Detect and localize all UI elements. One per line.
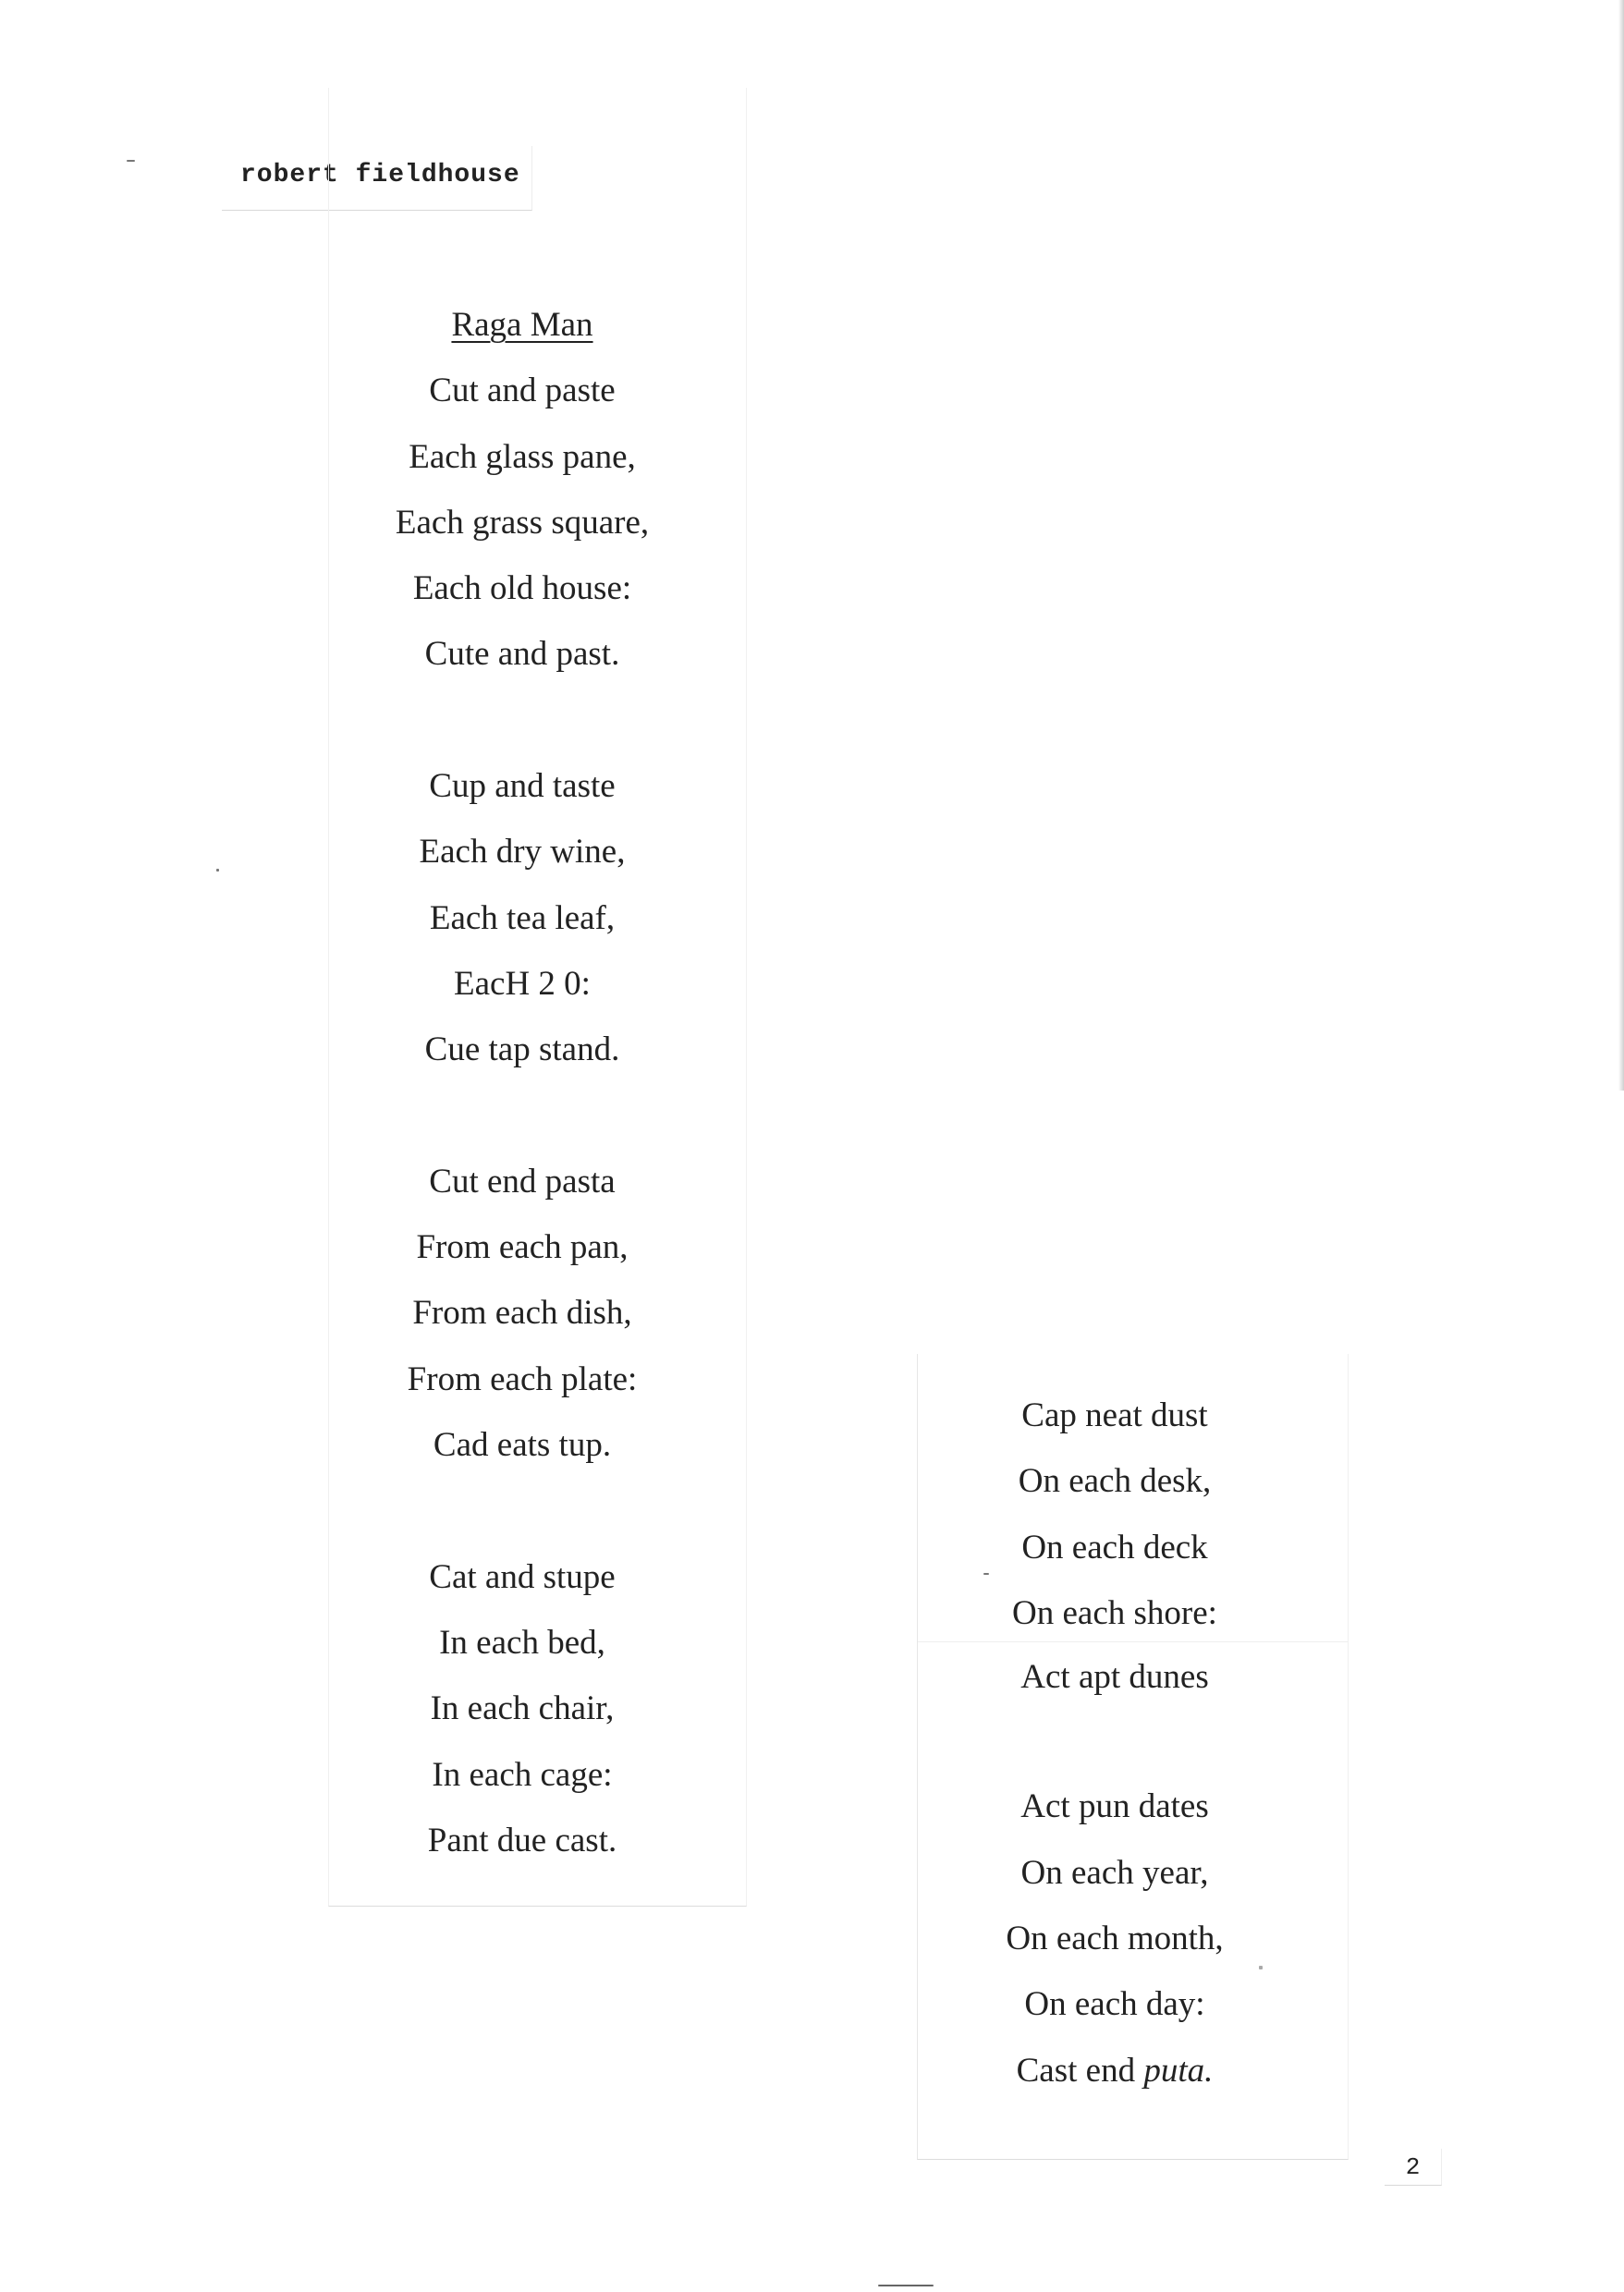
scan-speck [1259,1966,1263,1969]
poem-line: Each dry wine, [419,833,626,872]
poem-line: On each shore: [1012,1593,1217,1632]
page-edge-shadow [1618,0,1624,1091]
poem-line: From each pan, [416,1228,629,1267]
poem-line: On each deck [1021,1528,1208,1567]
poem-line [924,2038,1305,2103]
poem-line: Pant due cast. [427,1821,617,1859]
poem-line: Cup and taste [429,767,616,806]
poem-line: Act apt dunes [1020,1658,1209,1697]
poem-line: Cut end pasta [429,1162,616,1201]
poem-line: Cat and stupe [429,1557,616,1596]
poem-line: Cue tap stand. [424,1030,620,1069]
scan-speck [127,160,135,162]
poem-column-left [328,292,716,1873]
poem-line: On each month, [1006,1920,1224,1958]
scan-speck [983,1573,989,1575]
stanza-5 [924,1383,1305,1708]
poem-line: On each day: [1024,1985,1205,2024]
author-name: robert fieldhouse [240,161,520,189]
poem-line: In each bed, [439,1623,605,1662]
poem-line: Each old house: [412,569,632,608]
poem-line: Cute and past. [424,635,620,674]
poem-line: Cut and paste [429,372,616,410]
poem-line: In each cage: [432,1755,613,1794]
poem-line: Cap neat dust [1021,1396,1208,1434]
poem-line: EacH 2 0: [454,964,591,1003]
stanza-2 [328,753,716,1082]
poem-line: Cad eats tup. [433,1426,612,1465]
stanza-4 [328,1544,716,1873]
poem-line: From each plate: [407,1359,638,1398]
stanza-1 [328,358,716,687]
poem-line: On each year, [1020,1853,1209,1892]
poem-title: Raga Man [451,306,593,344]
scan-speck [878,2285,934,2286]
poem-column-right [924,1383,1305,2103]
poem-line: In each chair, [430,1689,615,1728]
poem-line-text: Cast end [1016,2051,1136,2090]
stanza-6 [924,1774,1305,2103]
poem-line: Each tea leaf, [429,898,616,937]
poem-italic-word: puta. [1143,2051,1214,2090]
scan-speck [216,869,219,872]
poem-line: On each desk, [1018,1462,1212,1501]
poem-line: Act pun dates [1020,1787,1209,1826]
poem-line: Each glass pane, [409,437,636,476]
page-number: 2 [1385,2149,1442,2186]
poem-line: Each grass square, [395,503,650,542]
stanza-3 [328,1149,716,1478]
poem-line: From each dish, [412,1294,632,1333]
